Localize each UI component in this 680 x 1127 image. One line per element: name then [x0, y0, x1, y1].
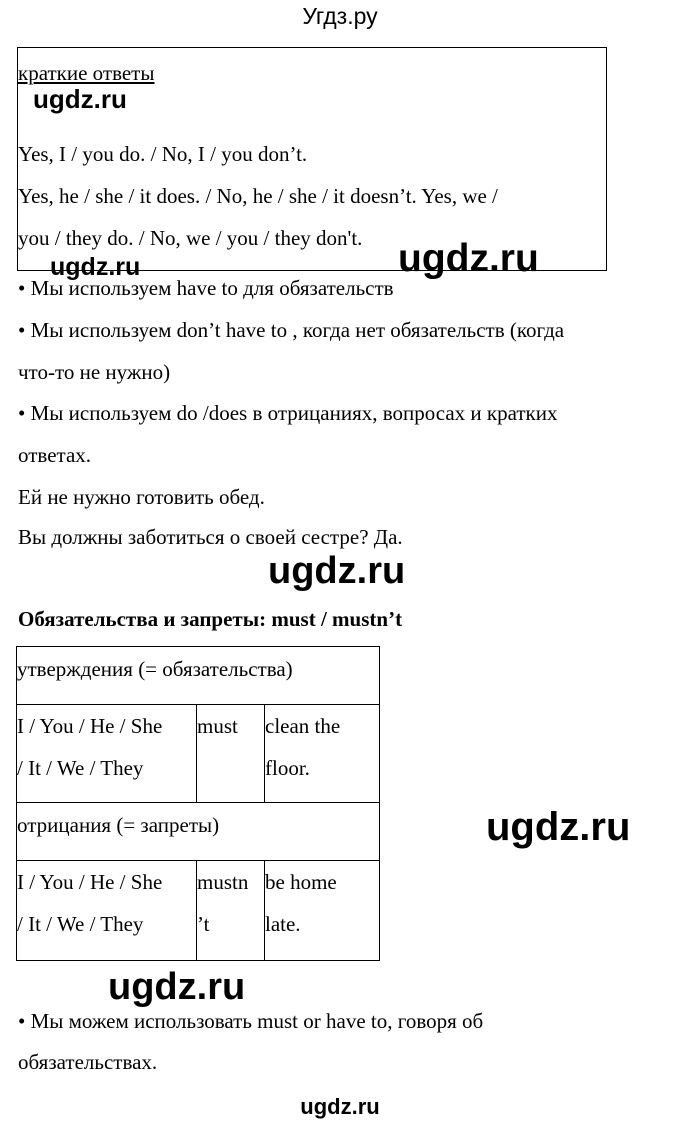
note-dont-have-to-line-1: • Мы используем don’t have to , когда нет обязательств (когда	[18, 318, 565, 342]
example-sentence-1: Ей не нужно готовить обед.	[18, 485, 265, 509]
negative-subjects-cell	[17, 861, 197, 961]
affirmative-modal: must	[197, 714, 238, 738]
site-footer: ugdz.ru	[300, 1094, 380, 1119]
affirmative-subjects-line-1: I / You / He / She	[17, 714, 163, 738]
negative-modal-line-2: ’t	[197, 912, 210, 936]
note-do-does-line-1: • Мы используем do /does в отрицаниях, вопросах и кратких	[18, 401, 558, 425]
negative-header: отрицания (= запреты)	[17, 803, 380, 861]
watermark-logo: ugdz.ru	[398, 237, 539, 280]
example-sentence-2: Вы должны заботиться о своей сестре? Да.	[18, 525, 403, 549]
negative-action-line-2: late.	[265, 912, 301, 936]
affirmative-action-line-1: clean the	[265, 714, 341, 738]
negative-action-line-1: be home	[265, 870, 337, 894]
affirmative-header: утверждения (= обязательства)	[17, 647, 380, 705]
negative-action-cell	[265, 861, 380, 961]
negative-header-row	[17, 803, 380, 861]
watermark-logo: ugdz.ru	[268, 550, 406, 592]
must-mustnt-table	[16, 646, 380, 961]
note-have-to: • Мы используем have to для обязательств	[18, 276, 394, 300]
negative-row	[17, 861, 380, 961]
short-answer-line-2: Yes, he / she / it does. / No, he / she / it doesn’t. Yes, we /	[18, 184, 498, 208]
negative-modal-cell	[197, 861, 265, 961]
negative-subjects-line-1: I / You / He / She	[17, 870, 163, 894]
watermark-logo: ugdz.ru	[108, 966, 246, 1008]
affirmative-action-cell	[265, 705, 380, 803]
watermark-logo: ugdz.ru	[33, 84, 127, 114]
short-answers-title: краткие ответы	[18, 61, 155, 85]
affirmative-header-row	[17, 647, 380, 705]
short-answer-line-1: Yes, I / you do. / No, I / you don’t.	[18, 142, 308, 166]
watermark-logo: ugdz.ru	[486, 805, 631, 849]
final-note-line-2: обязательствах.	[18, 1050, 158, 1074]
note-do-does-line-2: ответах.	[18, 443, 92, 467]
final-note-line-1: • Мы можем использовать must or have to, говоря об	[18, 1009, 484, 1033]
site-header: Угдз.ру	[302, 3, 378, 29]
affirmative-subjects-line-2: / It / We / They	[17, 756, 144, 780]
affirmative-subjects-cell	[17, 705, 197, 803]
affirmative-action-line-2: floor.	[265, 756, 310, 780]
must-section-title: Обязательства и запреты: must / mustn’t	[18, 607, 403, 631]
watermark-logo: ugdz.ru	[50, 253, 141, 281]
negative-subjects-line-2: / It / We / They	[17, 912, 144, 936]
negative-modal-line-1: mustn	[197, 870, 249, 894]
note-dont-have-to-line-2: что-то не нужно)	[18, 360, 171, 384]
affirmative-modal-cell	[197, 705, 265, 803]
affirmative-row	[17, 705, 380, 803]
short-answer-line-3: you / they do. / No, we / you / they don't.	[18, 226, 363, 250]
